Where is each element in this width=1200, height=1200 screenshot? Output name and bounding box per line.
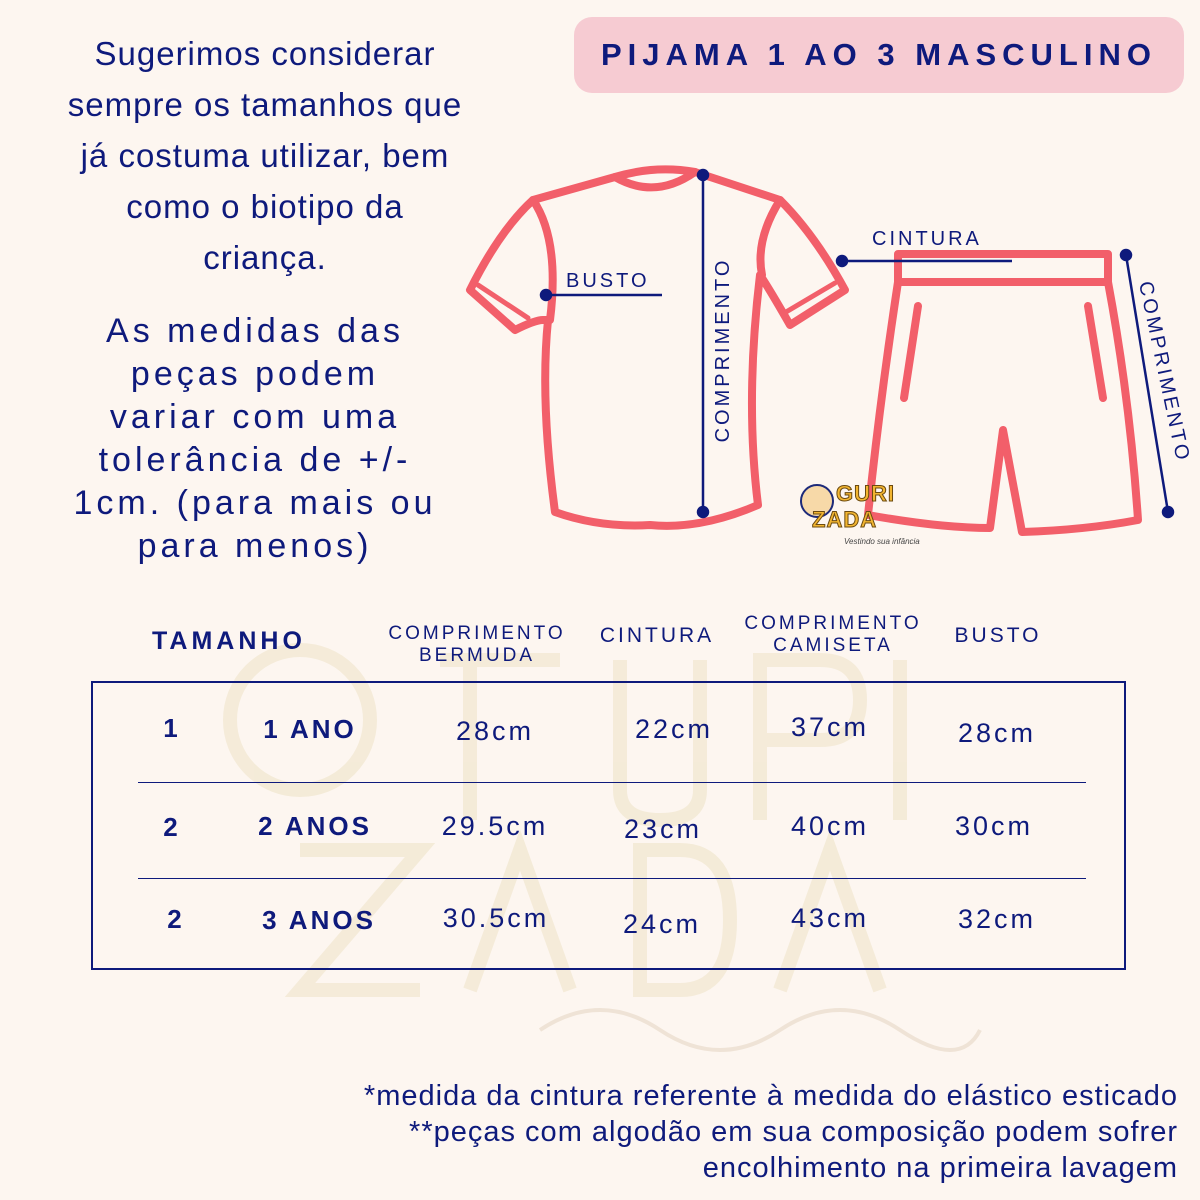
shirt-length-label: COMPRIMENTO [712, 257, 734, 443]
measure-lines [541, 170, 1173, 517]
footnotes [364, 1078, 1178, 1186]
footnote: *medida da cintura referente à medida do elástico esticado [363, 1080, 1178, 1112]
header-line: COMPRIMENTO [744, 613, 922, 634]
intro-line: criança. [203, 239, 327, 276]
cell-cintura: 23cm [623, 814, 703, 844]
cell-size: 1 [163, 713, 181, 743]
cell-size: 2 [167, 904, 185, 934]
logo-tagline: Vestindo sua infância [844, 537, 920, 546]
cintura-label: CINTURA [872, 228, 982, 250]
cell-cintura: 24cm [622, 909, 702, 939]
tolerance-line: tolerância de +/- [98, 441, 412, 479]
cell-busto: 30cm [954, 811, 1034, 841]
header-busto: BUSTO [954, 624, 1042, 647]
cell-camiseta: 43cm [790, 903, 870, 933]
cell-bermuda: 30.5cm [442, 903, 550, 933]
cell-age: 3 ANOS [262, 905, 376, 935]
shorts-length-label: COMPRIMENTO [1134, 279, 1194, 465]
header-line: COMPRIMENTO [388, 623, 566, 644]
tolerance-line: 1cm. (para mais ou [73, 484, 437, 522]
shirt-icon [470, 169, 845, 525]
cell-busto: 32cm [957, 904, 1037, 934]
cell-size: 2 [163, 812, 181, 842]
logo-line1: GURI [836, 481, 895, 506]
intro-line: sempre os tamanhos que [67, 86, 463, 123]
header-line: CAMISETA [773, 635, 893, 656]
cell-cintura: 22cm [634, 714, 714, 744]
cell-camiseta: 40cm [790, 811, 870, 841]
intro-line: já costuma utilizar, bem [80, 137, 450, 174]
cell-camiseta: 37cm [790, 712, 870, 742]
tolerance-line: peças podem [130, 355, 380, 393]
cell-busto: 28cm [957, 718, 1037, 748]
tolerance-line: para menos) [137, 527, 373, 565]
header-comprimento-bermuda [388, 623, 565, 667]
cell-age: 2 ANOS [258, 811, 372, 841]
header-tamanho: TAMANHO [152, 627, 306, 655]
footnote: encolhimento na primeira lavagem [702, 1152, 1178, 1184]
logo-line2: ZADA [812, 507, 878, 532]
page-title: PIJAMA 1 AO 3 MASCULINO [601, 37, 1157, 72]
header-line: BERMUDA [418, 645, 536, 666]
header-comprimento-camiseta [744, 613, 921, 657]
row-divider [138, 878, 1086, 879]
busto-label: BUSTO [566, 270, 650, 292]
intro-line: Sugerimos considerar [94, 35, 436, 72]
cell-bermuda: 29.5cm [441, 811, 549, 841]
intro-line: como o biotipo da [126, 188, 404, 225]
cell-bermuda: 28cm [455, 716, 535, 746]
tolerance-line: variar com uma [109, 398, 401, 436]
footnote: **peças com algodão em sua composição podem sofrer [409, 1116, 1178, 1148]
cell-age: 1 ANO [263, 714, 357, 744]
tolerance-line: As medidas das [106, 312, 404, 350]
row-divider [138, 782, 1086, 783]
brand-logo [800, 482, 925, 554]
header-cintura: CINTURA [599, 624, 715, 647]
